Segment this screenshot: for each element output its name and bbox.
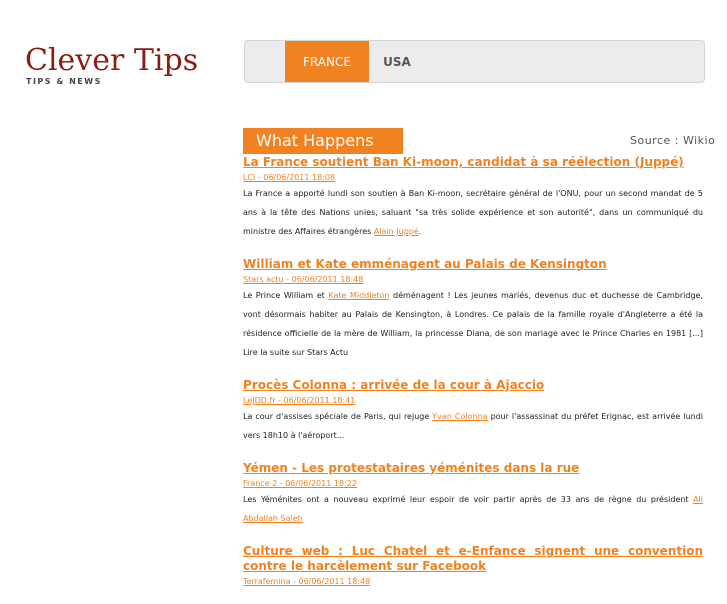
article-meta[interactable]	[243, 575, 703, 588]
article-body	[243, 286, 703, 362]
article-source[interactable]: Stars actu	[243, 275, 284, 284]
article-title-link[interactable]: William et Kate emménagent au Palais de Kensington	[243, 257, 607, 271]
article-body	[243, 407, 703, 445]
site-tagline: TIPS & NEWS	[26, 77, 102, 86]
article-body	[243, 184, 703, 241]
article-text: Les Yéménites ont a nouveau exprimé leur espoir de voir partir après de 33 ans de règne du président	[243, 495, 694, 504]
article-meta[interactable]	[243, 394, 703, 407]
article-text-end: pour l'assassinat du préfet Erignac, est arrivée lundi vers 18h10 à l'aéroport...	[243, 412, 704, 440]
article-inline-link[interactable]: Ali Abdallah Saleh	[243, 495, 703, 523]
article-item	[243, 257, 703, 362]
article-item	[243, 544, 703, 588]
article-title-link[interactable]: La France soutient Ban Ki-moon, candidat à sa réélection (Juppé)	[243, 155, 684, 169]
article-inline-link[interactable]: Yvan Colonna	[432, 412, 488, 421]
article-meta[interactable]	[243, 477, 703, 490]
article-source[interactable]: LeJDD.fr	[243, 396, 276, 405]
article-date[interactable]: - 06/06/2011 18:22	[277, 479, 357, 488]
article-item	[243, 461, 703, 528]
article-source[interactable]: France 2	[243, 479, 278, 488]
article-text-end: déménagent ! Les jeunes mariés, devenus duc et duchesse de Cambridge, vont désormais habiter au Palais de Kensington, à Londres. Ce palais de la famille royale d'Angleterre a été la résidence officielle de la mère de William, la princesse Diana, de son mariage avec le Prince Charles en 1981 [...] Lire la suite sur Stars Actu	[243, 291, 704, 357]
article-source[interactable]: Terrafemina	[243, 577, 291, 586]
article-body	[243, 490, 703, 528]
article-text: La cour d'assises spéciale de Paris, qui rejuge	[243, 412, 433, 421]
article-text: Le Prince William et	[243, 291, 329, 300]
article-title-link[interactable]: Procès Colonna : arrivée de la cour à Ajaccio	[243, 378, 545, 392]
article-list	[243, 155, 703, 604]
site-title[interactable]: Clever Tips	[25, 43, 199, 78]
article-text: La France a apporté lundi son soutien à Ban Ki-moon, secrétaire général de l'ONU, pour un second mandat de 5 ans à la tête des Nations unies, saluant "sa très solide expérience et son autorité", dans un communiqué du ministre des Affaires étrangères	[243, 189, 703, 236]
article-meta[interactable]	[243, 171, 703, 184]
article-date[interactable]: - 06/06/2011 18:48	[283, 275, 364, 284]
article-inline-link[interactable]: Kate Middleton	[328, 291, 390, 300]
article-inline-link[interactable]: Alain Juppé	[373, 227, 419, 236]
article-item	[243, 378, 703, 445]
article-item	[243, 155, 703, 241]
article-text-end: .	[418, 227, 422, 236]
top-nav	[244, 40, 705, 83]
article-date[interactable]: - 06/06/2011 18:48	[290, 577, 371, 586]
article-date[interactable]: - 06/06/2011 18:41	[275, 396, 356, 405]
article-title-link[interactable]: Culture web : Luc Chatel et e-Enfance signent une convention contre le harcèlement sur Facebook	[243, 544, 703, 573]
article-title-link[interactable]: Yémen - Les protestataires yéménites dans la rue	[243, 461, 580, 475]
tab-france[interactable]: FRANCE	[285, 41, 369, 83]
tab-usa[interactable]: USA	[383, 55, 411, 69]
article-source[interactable]: LCI	[243, 173, 256, 182]
site-logo[interactable]	[25, 44, 198, 86]
section-heading: What Happens	[243, 128, 403, 154]
source-label: Source : Wikio	[630, 134, 716, 147]
article-date[interactable]: - 06/06/2011 18:08	[255, 173, 336, 182]
article-meta[interactable]	[243, 273, 703, 286]
